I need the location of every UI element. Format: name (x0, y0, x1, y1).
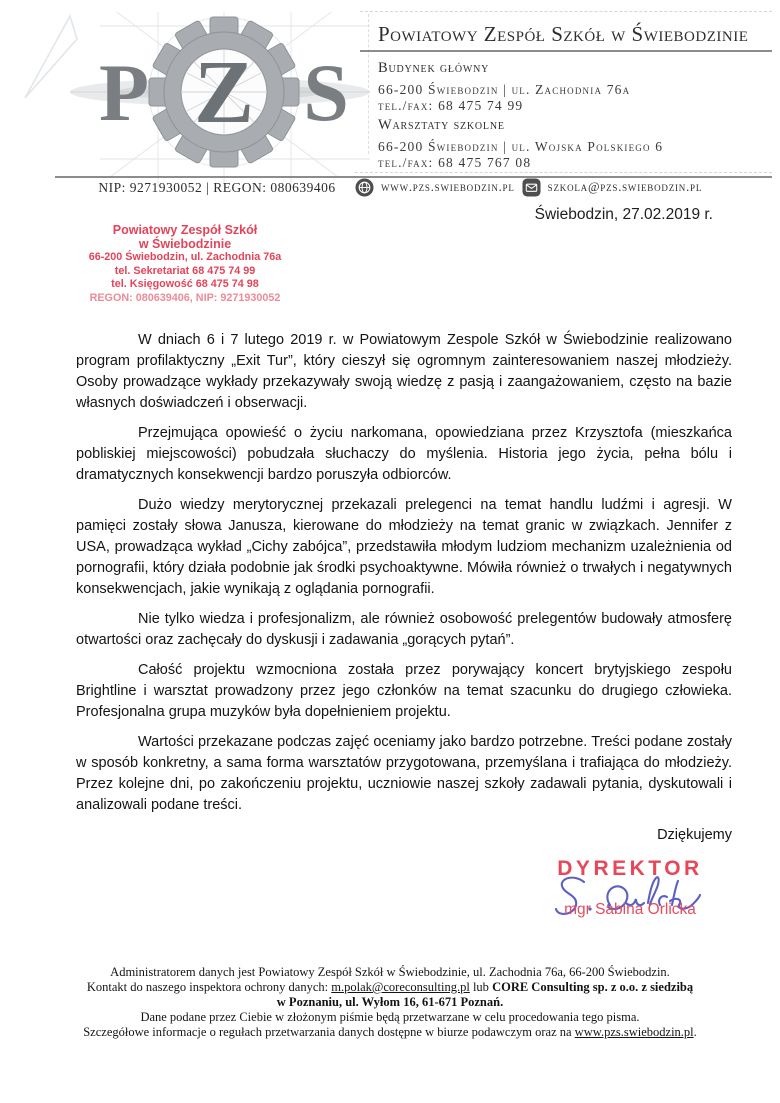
email-address: szkola@pzs.swiebodzin.pl (547, 180, 703, 194)
nip-regon-line: NIP: 9271930052 | REGON: 080639406 (98, 180, 336, 195)
body-paragraph: W dniach 6 i 7 lutego 2019 r. w Powiatowym Zespole Szkół w Świebodzinie realizowano program profilaktyczny „Exit Tur”, który cieszył się ogromnym zainteresowaniem naszej młodzieży. Osoby prowadzące wykłady przekazywały swoją wiedzę z pasją i zaangażowaniem, często na bazie własnych doświadczeń i obserwacji. (76, 332, 732, 411)
footer-line-1: Administratorem danych jest Powiatowy Zespół Szkół w Świebodzinie, ul. Zachodnia 76a, 66-200 Świebodzin. (110, 965, 670, 979)
logo-letter-p: P (98, 47, 150, 138)
letter-body (76, 330, 732, 855)
stamp-line: tel. Sekretariat 68 475 74 99 (114, 264, 256, 277)
footer-line-4: Dane podane przez Ciebie w złożonym piśmie będą przetwarzane w celu procedowania tego pisma. (140, 1010, 640, 1024)
header-contact-row (355, 178, 702, 197)
logo-letters (99, 43, 349, 142)
body-paragraph: Nie tylko wiedza i profesjonalizm, ale również osobowość prelegentów budowały atmosferę otwartości oraz zachęcały do dyskusji i zadawania „gorących pytań”. (76, 611, 732, 648)
director-name-stamp: mgr Sabina Orlicka (564, 901, 696, 918)
body-paragraph: Przejmująca opowieść o życiu narkomana, opowiedziana przez Krzysztofa (mieszkańca pobliskiej miejscowości) pobudzała słuchaczy do myślenia. Historia jego życia, pełna bólu i dramatycznych konsekwencji bardzo poruszyła odbiorców. (76, 425, 732, 483)
main-building-phone: tel./fax: 68 475 74 99 (378, 98, 524, 113)
body-paragraph: Wartości przekazane podczas zajęć oceniamy jako bardzo potrzebne. Treści podane zostały w sposób konkretny, a sama forma warsztatów przygotowana, przemyślana i trafiająca do młodzieży. Przez kolejne dni, po zakończeniu projektu, uczniowie naszej szkoły zadawali pytania, dyskutowali i analizowali podane treści. (76, 734, 732, 813)
workshops-label: Warsztaty szkolne (378, 117, 505, 133)
workshops-address: 66-200 Świebodzin | ul. Wojska Polskiego 6 (378, 139, 664, 154)
director-title-stamp: DYREKTOR (557, 857, 703, 880)
pzs-logo-icon (70, 12, 370, 187)
footer-line-3: w Poznaniu, ul. Wyłom 16, 61-671 Poznań. (276, 995, 504, 1009)
main-building-address: 66-200 Świebodzin | ul. Zachodnia 76a (378, 82, 631, 97)
stamp-line: 66-200 Świebodzin, ul. Zachodnia 76a (88, 251, 282, 263)
school-name-title: Powiatowy Zespół Szkół w Świebodzinie (378, 22, 749, 46)
header-vertical-construction-line (368, 14, 369, 154)
main-building-block (378, 60, 630, 114)
company-name: CORE Consulting sp. z o.o. z siedzibą (492, 980, 694, 994)
globe-icon (355, 178, 374, 197)
workshops-block (378, 117, 663, 171)
main-building-label: Budynek główny (378, 60, 490, 76)
logo-letter-s: S (303, 47, 349, 138)
body-paragraph: Dużo wiedzy merytorycznej przekazali prelegenci na temat handlu ludźmi i agresji. W pamięci zostały słowa Janusza, kierowane do młodzieży na temat granic w związkach. Jennifer z USA, prowadząca wykład „Cichy zabójca”, przedstawiła młodym ludziom mechanizm uzależnienia od pornografii, który działa podobnie jak środki psychoaktywne. Mówiła również o trwałych i negatywnych konsekwencjach, jakie wynikają z oglądania pornografii. (76, 497, 732, 597)
workshops-phone: tel./fax: 68 475 767 08 (378, 155, 532, 170)
stamp-line: REGON: 080639406, NIP: 9271930052 (89, 291, 281, 304)
header-top-dotted-rule (360, 11, 772, 12)
footer-text: Szczegółowe informacje o regułach przetwarzania danych dostępne w biurze podawczym oraz na (83, 1025, 575, 1039)
body-paragraph: Całość projektu wzmocniona została przez porywający koncert brytyjskiego zespołu Brightline i warsztat prowadzony przez jego członków na temat szacunku do drugiego człowieka. Profesjonalna grupa muzyków była dopełnieniem projektu. (76, 662, 732, 720)
header-bottom-dotted-rule (355, 172, 772, 173)
mail-icon (522, 178, 541, 197)
footer-text: Kontakt do naszego inspektora ochrony danych: (86, 980, 332, 994)
date-line: Świebodzin, 27.02.2019 r. (534, 206, 713, 223)
logo-letter-z: Z (193, 43, 255, 142)
title-divider (360, 50, 772, 52)
stamp-line: tel. Księgowość 68 475 74 98 (111, 278, 259, 290)
website-url: www.pzs.swiebodzin.pl (381, 180, 515, 194)
school-logo (70, 12, 370, 187)
footer-text: lub (469, 980, 493, 994)
footer-line-5 (40, 1025, 740, 1040)
footer-text: . (693, 1025, 697, 1039)
closing-word: Dziękujemy (657, 827, 732, 843)
school-stamp (75, 224, 295, 305)
stamp-line: w Świebodzinie (138, 236, 232, 251)
stamp-line: Powiatowy Zespół Szkół (112, 223, 258, 237)
footer-website-link: www.pzs.swiebodzin.pl (574, 1025, 694, 1039)
footer-line-2 (40, 980, 740, 995)
footer-legal-block (40, 965, 740, 1040)
inspector-email-link: m.polak@coreconsulting.pl (331, 980, 470, 994)
